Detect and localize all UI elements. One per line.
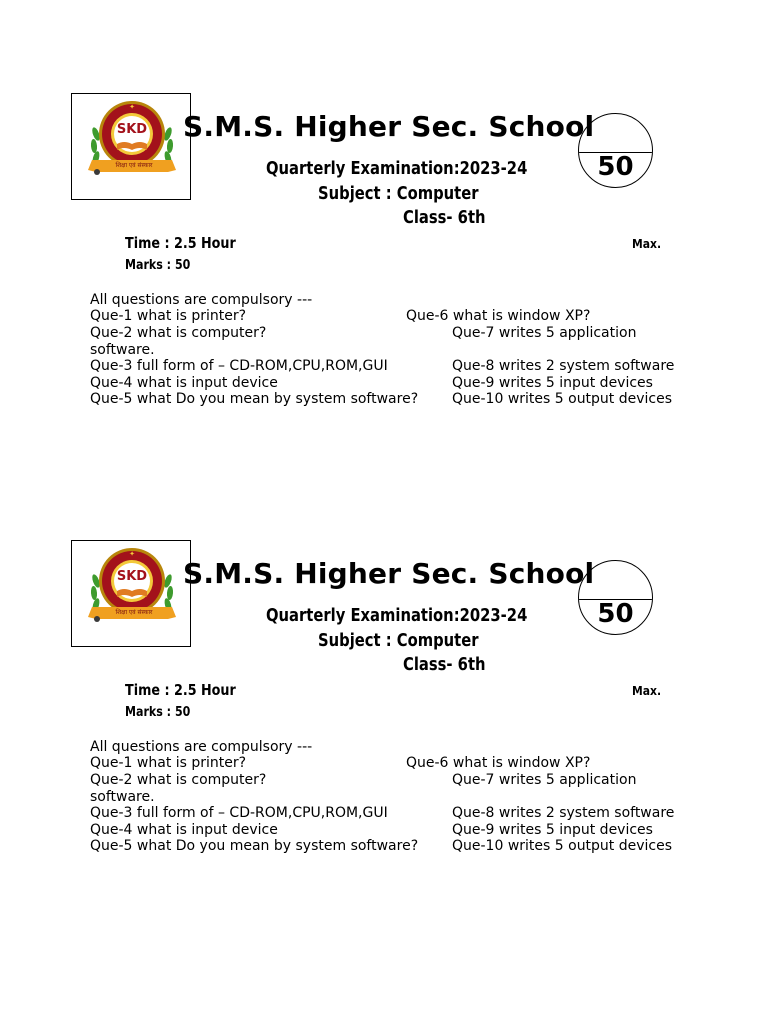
marks-line: Marks : 50 [125,258,191,273]
question-4: Que-4 what is input device [90,822,278,838]
question-10: Que-10 writes 5 output devices [452,391,673,407]
question-paper-2 [0,447,768,894]
question-2: Que-2 what is computer? [90,772,267,788]
exam-title: Quarterly Examination:2023-24 [266,605,528,626]
logo-ribbon-text: शिक्षा एवं संस्कार [115,162,153,169]
question-2: Que-2 what is computer? [90,325,267,341]
max-marks-circle [578,560,653,635]
question-10: Que-10 writes 5 output devices [452,838,673,854]
question-7-continuation: software. [90,342,155,358]
class-line: Class- 6th [403,654,486,675]
instruction-line: All questions are compulsory --- [90,739,313,755]
class-line: Class- 6th [403,207,486,228]
logo-ribbon-text: शिक्षा एवं संस्कार [115,609,153,616]
time-line: Time : 2.5 Hour [125,234,236,252]
subject-line: Subject : Computer [318,183,479,204]
question-4: Que-4 what is input device [90,375,278,391]
question-5: Que-5 what Do you mean by system software? [90,838,419,854]
question-7: Que-7 writes 5 application [452,325,637,341]
logo-badge-text: SKD [116,122,148,137]
marks-line: Marks : 50 [125,705,191,720]
instruction-line: All questions are compulsory --- [90,292,313,308]
max-label: Max. [632,237,662,251]
question-6: Que-6 what is window XP? [406,755,591,771]
question-7: Que-7 writes 5 application [452,772,637,788]
question-3: Que-3 full form of – CD-ROM,CPU,ROM,GUI [90,358,388,374]
question-7-continuation: software. [90,789,155,805]
question-6: Que-6 what is window XP? [406,308,591,324]
max-marks-value: 50 [597,599,634,629]
question-8: Que-8 writes 2 system software [452,358,675,374]
logo-badge-text: SKD [116,569,148,584]
question-paper-1 [0,0,768,447]
school-logo [71,540,191,647]
question-1: Que-1 what is printer? [90,755,247,771]
school-name: S.M.S. Higher Sec. School [183,110,595,143]
svg-text:✦: ✦ [129,103,135,111]
exam-title: Quarterly Examination:2023-24 [266,158,528,179]
max-marks-value: 50 [597,152,634,182]
skd-emblem-icon [86,541,178,648]
max-label: Max. [632,684,662,698]
question-9: Que-9 writes 5 input devices [452,375,653,391]
question-1: Que-1 what is printer? [90,308,247,324]
school-name: S.M.S. Higher Sec. School [183,557,595,590]
school-logo [71,93,191,200]
subject-line: Subject : Computer [318,630,479,651]
question-8: Que-8 writes 2 system software [452,805,675,821]
svg-text:✦: ✦ [129,550,135,558]
skd-emblem-icon [86,94,178,201]
question-9: Que-9 writes 5 input devices [452,822,653,838]
question-3: Que-3 full form of – CD-ROM,CPU,ROM,GUI [90,805,388,821]
time-line: Time : 2.5 Hour [125,681,236,699]
question-5: Que-5 what Do you mean by system software? [90,391,419,407]
max-marks-circle [578,113,653,188]
